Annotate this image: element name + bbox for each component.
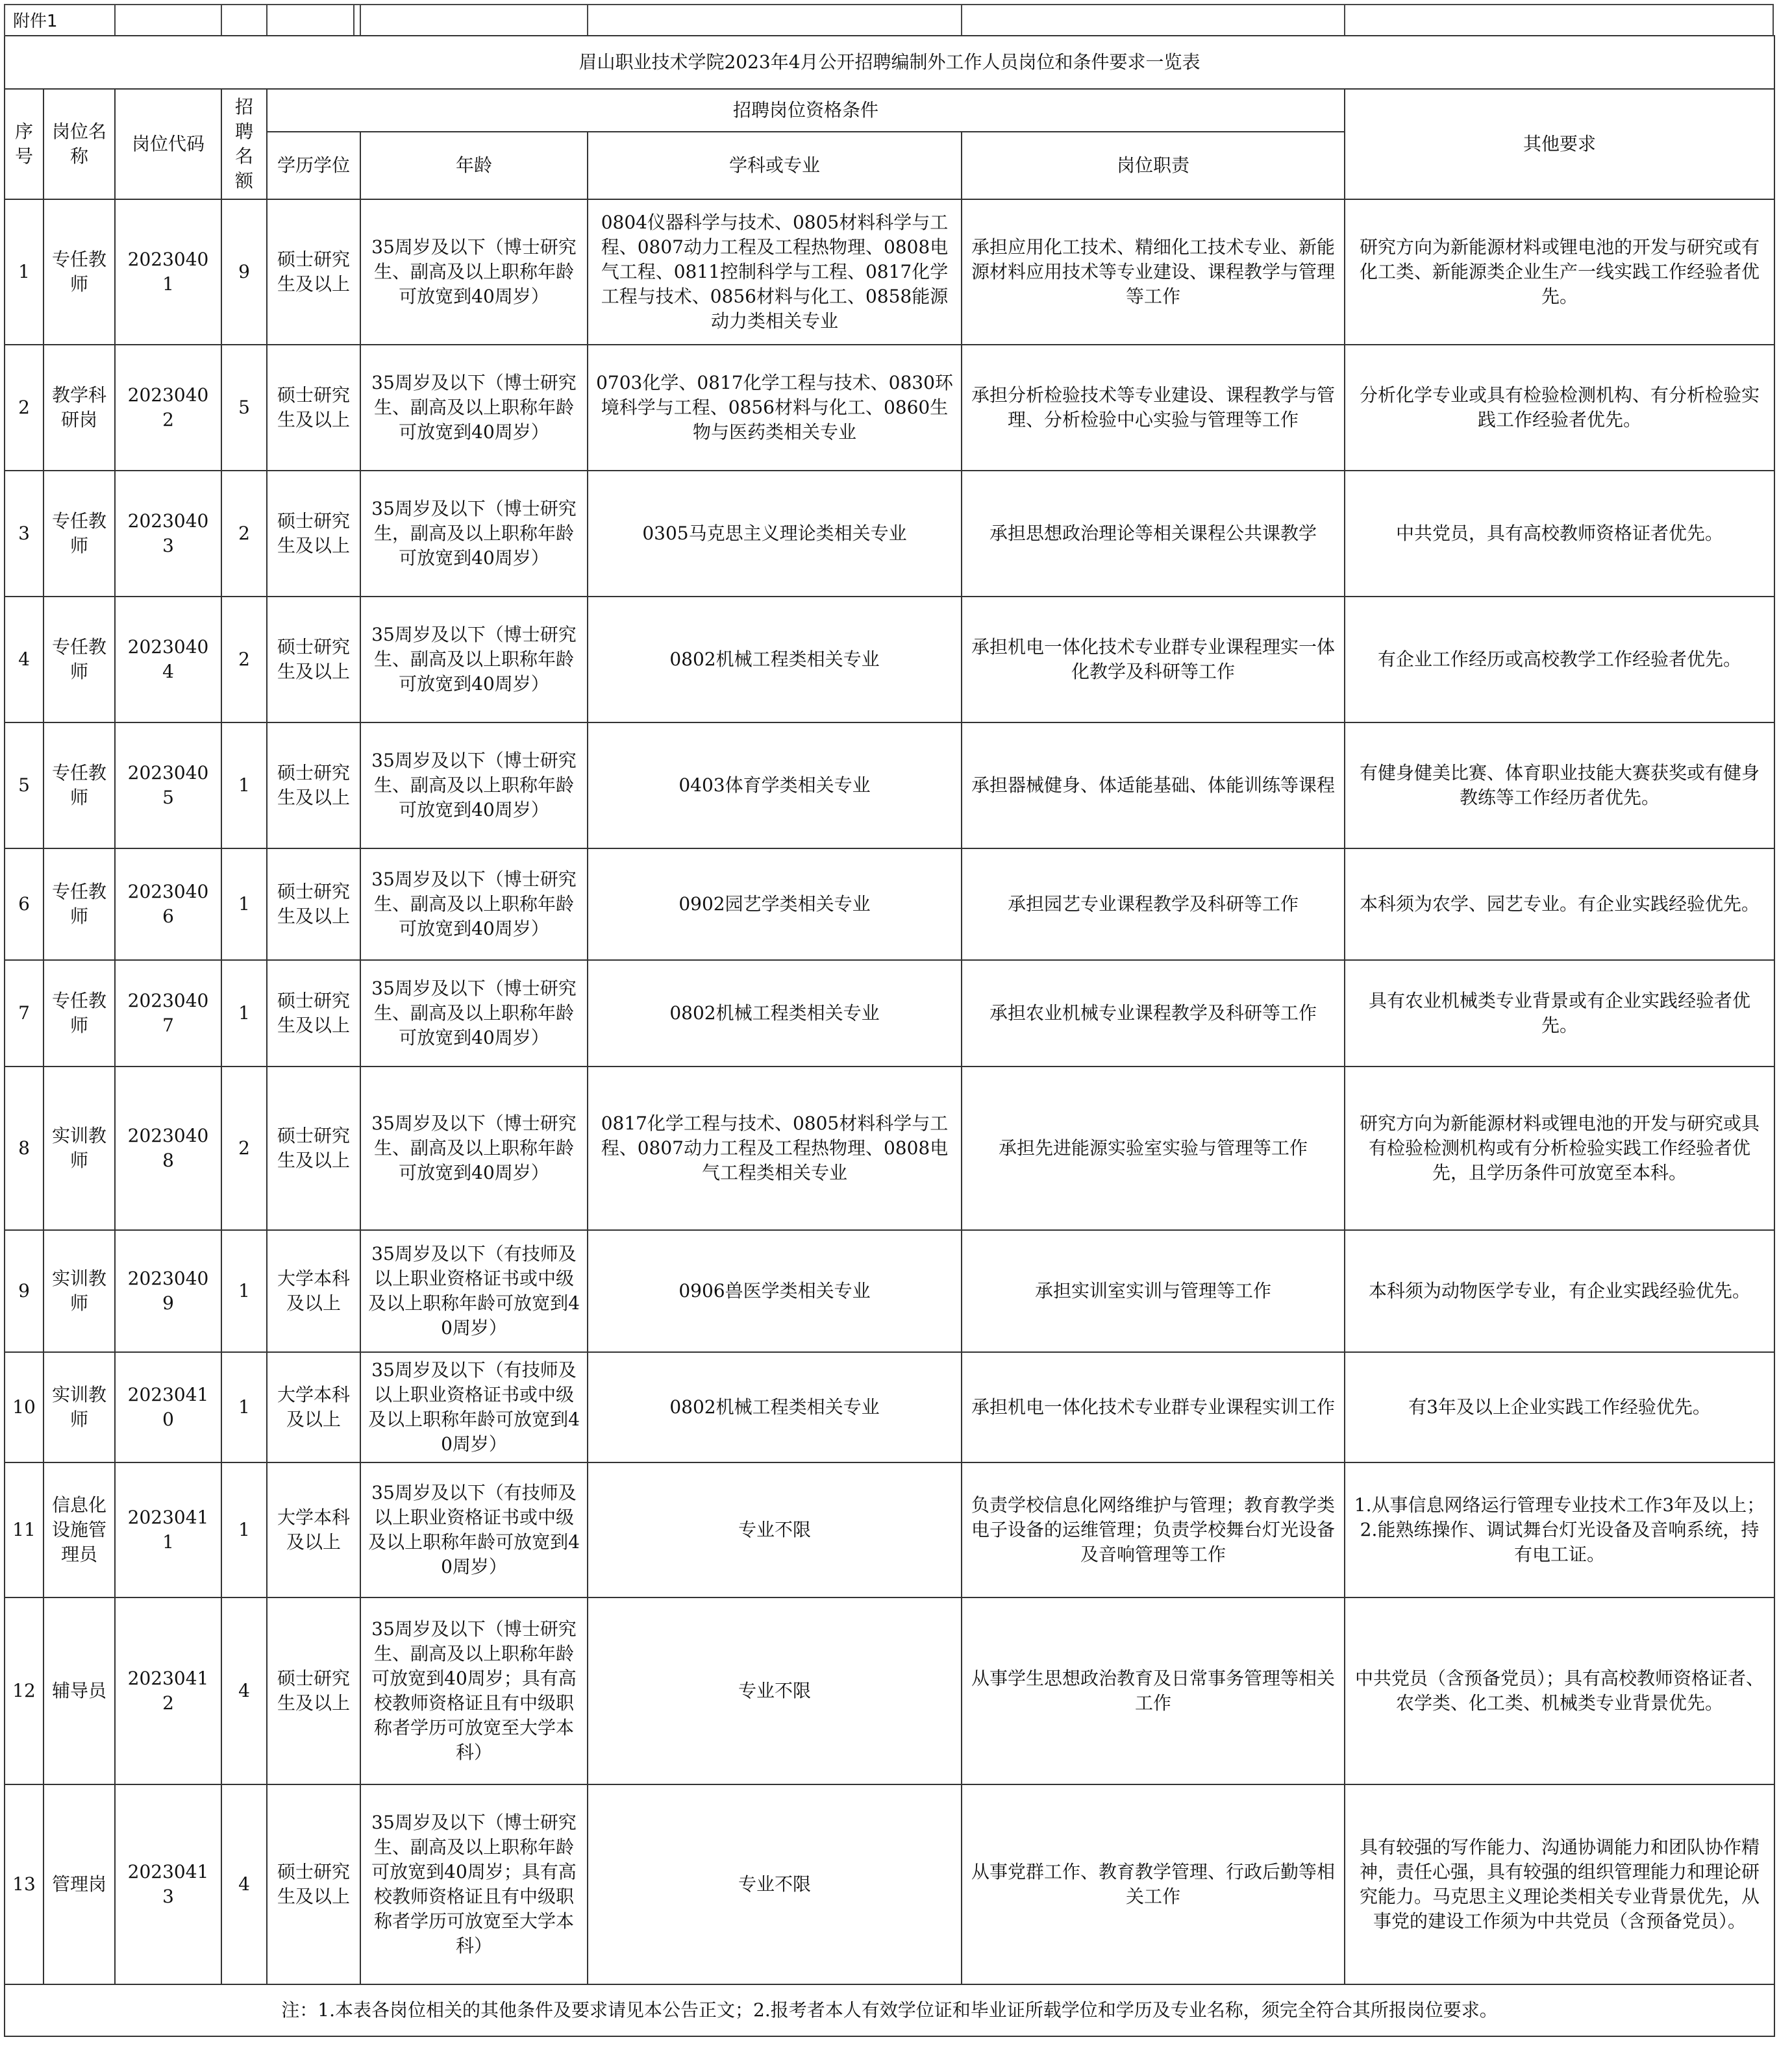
note-row xyxy=(5,1984,1774,2036)
row-post-name: 实训教师 xyxy=(44,1352,115,1462)
row-other: 中共党员（含预备党员）；具有高校教师资格证者、农学类、化工类、机械类专业背景优先。 xyxy=(1345,1597,1774,1784)
row-age: 35周岁及以下（博士研究生、副高及以上职称年龄可放宽到40周岁；具有高校教师资格证且有中级职称者学历可放宽至大学本科） xyxy=(360,1597,588,1784)
row-major: 0802机械工程类相关专业 xyxy=(588,597,962,722)
row-other: 中共党员，具有高校教师资格证者优先。 xyxy=(1345,471,1774,597)
row-quota: 2 xyxy=(221,597,267,722)
row-other: 有企业工作经历或高校教学工作经验者优先。 xyxy=(1345,597,1774,722)
row-duty: 承担实训室实训与管理等工作 xyxy=(962,1230,1345,1352)
row-major: 0906兽医学类相关专业 xyxy=(588,1230,962,1352)
row-other: 1.从事信息网络运行管理专业技术工作3年及以上；2.能熟练操作、调试舞台灯光设备及音响系统，持有电工证。 xyxy=(1345,1462,1774,1597)
row-post-name: 管理岗 xyxy=(44,1784,115,1984)
row-post-name: 专任教师 xyxy=(44,597,115,722)
row-quota: 1 xyxy=(221,722,267,848)
header-duty: 岗位职责 xyxy=(962,132,1345,199)
table-row xyxy=(5,471,1774,597)
row-duty: 承担园艺专业课程教学及科研等工作 xyxy=(962,848,1345,960)
row-other: 有3年及以上企业实践工作经验优先。 xyxy=(1345,1352,1774,1462)
row-education: 硕士研究生及以上 xyxy=(267,1067,360,1230)
row-post-name: 专任教师 xyxy=(44,960,115,1067)
row-age: 35周岁及以下（博士研究生，副高及以上职称年龄可放宽到40周岁） xyxy=(360,471,588,597)
row-post-code: 20230408 xyxy=(115,1067,221,1230)
row-post-code: 20230402 xyxy=(115,345,221,471)
row-quota: 4 xyxy=(221,1784,267,1984)
row-post-code: 20230409 xyxy=(115,1230,221,1352)
row-duty: 从事学生思想政治教育及日常事务管理等相关工作 xyxy=(962,1597,1345,1784)
row-major: 0804仪器科学与技术、0805材料科学与工程、0807动力工程及工程热物理、0808电气工程、0811控制科学与工程、0817化学工程与技术、0856材料与化工、0858能源动力类相关专业 xyxy=(588,199,962,345)
row-other: 具有农业机械类专业背景或有企业实践经验者优先。 xyxy=(1345,960,1774,1067)
row-post-code: 20230401 xyxy=(115,199,221,345)
row-post-code: 20230410 xyxy=(115,1352,221,1462)
table-row xyxy=(5,199,1774,345)
row-major: 0802机械工程类相关专业 xyxy=(588,1352,962,1462)
row-seq: 8 xyxy=(5,1067,44,1230)
row-education: 硕士研究生及以上 xyxy=(267,1597,360,1784)
header-post-name: 岗位名称 xyxy=(44,89,115,199)
row-quota: 4 xyxy=(221,1597,267,1784)
row-seq: 1 xyxy=(5,199,44,345)
table-row xyxy=(5,1597,1774,1784)
header-education: 学历学位 xyxy=(267,132,360,199)
table-row xyxy=(5,1784,1774,1984)
table-row xyxy=(5,722,1774,848)
row-age: 35周岁及以下（博士研究生、副高及以上职称年龄可放宽到40周岁） xyxy=(360,960,588,1067)
page-title: 眉山职业技术学院2023年4月公开招聘编制外工作人员岗位和条件要求一览表 xyxy=(5,36,1774,89)
row-seq: 6 xyxy=(5,848,44,960)
row-other: 有健身健美比赛、体育职业技能大赛获奖或有健身教练等工作经历者优先。 xyxy=(1345,722,1774,848)
header-age: 年龄 xyxy=(360,132,588,199)
row-duty: 承担思想政治理论等相关课程公共课教学 xyxy=(962,471,1345,597)
row-post-code: 20230411 xyxy=(115,1462,221,1597)
row-post-code: 20230405 xyxy=(115,722,221,848)
row-education: 硕士研究生及以上 xyxy=(267,471,360,597)
row-other: 研究方向为新能源材料或锂电池的开发与研究或有化工类、新能源类企业生产一线实践工作经验者优先。 xyxy=(1345,199,1774,345)
row-major: 专业不限 xyxy=(588,1597,962,1784)
row-post-name: 实训教师 xyxy=(44,1230,115,1352)
row-quota: 1 xyxy=(221,848,267,960)
row-post-name: 实训教师 xyxy=(44,1067,115,1230)
row-age: 35周岁及以下（有技师及以上职业资格证书或中级及以上职称年龄可放宽到40周岁） xyxy=(360,1230,588,1352)
row-duty: 承担先进能源实验室实验与管理等工作 xyxy=(962,1067,1345,1230)
row-education: 硕士研究生及以上 xyxy=(267,960,360,1067)
row-education: 大学本科及以上 xyxy=(267,1352,360,1462)
row-post-code: 20230412 xyxy=(115,1597,221,1784)
row-education: 硕士研究生及以上 xyxy=(267,722,360,848)
row-duty: 承担应用化工技术、精细化工技术专业、新能源材料应用技术等专业建设、课程教学与管理等工作 xyxy=(962,199,1345,345)
row-other: 研究方向为新能源材料或锂电池的开发与研究或具有检验检测机构或有分析检验实践工作经验者优先，且学历条件可放宽至本科。 xyxy=(1345,1067,1774,1230)
row-major: 专业不限 xyxy=(588,1462,962,1597)
row-post-name: 专任教师 xyxy=(44,471,115,597)
header-major: 学科或专业 xyxy=(588,132,962,199)
note-text: 注：1.本表各岗位相关的其他条件及要求请见本公告正文；2.报考者本人有效学位证和毕业证所载学位和学历及专业名称，须完全符合其所报岗位要求。 xyxy=(5,1984,1774,2036)
row-duty: 承担农业机械专业课程教学及科研等工作 xyxy=(962,960,1345,1067)
row-post-code: 20230403 xyxy=(115,471,221,597)
attachment-label: 附件1 xyxy=(13,12,58,31)
row-duty: 承担机电一体化技术专业群专业课程实训工作 xyxy=(962,1352,1345,1462)
header-seq: 序号 xyxy=(5,89,44,199)
row-major: 0305马克思主义理论类相关专业 xyxy=(588,471,962,597)
row-age: 35周岁及以下（博士研究生、副高及以上职称年龄可放宽到40周岁；具有高校教师资格证且有中级职称者学历可放宽至大学本科） xyxy=(360,1784,588,1984)
row-age: 35周岁及以下（博士研究生、副高及以上职称年龄可放宽到40周岁） xyxy=(360,597,588,722)
row-seq: 4 xyxy=(5,597,44,722)
header-other: 其他要求 xyxy=(1345,89,1774,199)
row-seq: 11 xyxy=(5,1462,44,1597)
row-major: 0817化学工程与技术、0805材料科学与工程、0807动力工程及工程热物理、0808电气工程类相关专业 xyxy=(588,1067,962,1230)
row-education: 硕士研究生及以上 xyxy=(267,345,360,471)
table-row xyxy=(5,597,1774,722)
row-duty: 负责学校信息化网络维护与管理；教育教学类电子设备的运维管理；负责学校舞台灯光设备及音响管理等工作 xyxy=(962,1462,1345,1597)
title-row xyxy=(5,36,1774,89)
row-education: 硕士研究生及以上 xyxy=(267,848,360,960)
row-education: 大学本科及以上 xyxy=(267,1230,360,1352)
row-seq: 7 xyxy=(5,960,44,1067)
top-strip xyxy=(4,4,1774,35)
row-post-name: 信息化设施管理员 xyxy=(44,1462,115,1597)
row-major: 0802机械工程类相关专业 xyxy=(588,960,962,1067)
row-post-code: 20230404 xyxy=(115,597,221,722)
table-row xyxy=(5,1230,1774,1352)
header-post-code: 岗位代码 xyxy=(115,89,221,199)
row-post-code: 20230413 xyxy=(115,1784,221,1984)
row-age: 35周岁及以下（有技师及以上职业资格证书或中级及以上职称年龄可放宽到40周岁） xyxy=(360,1352,588,1462)
row-post-name: 专任教师 xyxy=(44,722,115,848)
row-major: 专业不限 xyxy=(588,1784,962,1984)
row-education: 硕士研究生及以上 xyxy=(267,597,360,722)
table-row xyxy=(5,345,1774,471)
row-other: 本科须为农学、园艺专业。有企业实践经验优先。 xyxy=(1345,848,1774,960)
row-other: 本科须为动物医学专业，有企业实践经验优先。 xyxy=(1345,1230,1774,1352)
row-education: 大学本科及以上 xyxy=(267,1462,360,1597)
row-post-name: 教学科研岗 xyxy=(44,345,115,471)
row-seq: 9 xyxy=(5,1230,44,1352)
row-quota: 9 xyxy=(221,199,267,345)
table-row xyxy=(5,1067,1774,1230)
table-row xyxy=(5,1352,1774,1462)
row-age: 35周岁及以下（有技师及以上职业资格证书或中级及以上职称年龄可放宽到40周岁） xyxy=(360,1462,588,1597)
row-major: 0902园艺学类相关专业 xyxy=(588,848,962,960)
row-post-name: 专任教师 xyxy=(44,848,115,960)
table-row xyxy=(5,1462,1774,1597)
row-seq: 5 xyxy=(5,722,44,848)
row-age: 35周岁及以下（博士研究生、副高及以上职称年龄可放宽到40周岁） xyxy=(360,345,588,471)
table-row xyxy=(5,848,1774,960)
row-age: 35周岁及以下（博士研究生、副高及以上职称年龄可放宽到40周岁） xyxy=(360,722,588,848)
row-seq: 3 xyxy=(5,471,44,597)
row-education: 硕士研究生及以上 xyxy=(267,199,360,345)
row-seq: 2 xyxy=(5,345,44,471)
row-major: 0403体育学类相关专业 xyxy=(588,722,962,848)
row-education: 硕士研究生及以上 xyxy=(267,1784,360,1984)
header-quota: 招聘名额 xyxy=(221,89,267,199)
row-major: 0703化学、0817化学工程与技术、0830环境科学与工程、0856材料与化工、0860生物与医药类相关专业 xyxy=(588,345,962,471)
recruitment-table xyxy=(4,35,1775,2037)
row-duty: 承担器械健身、体适能基础、体能训练等课程 xyxy=(962,722,1345,848)
row-other: 分析化学专业或具有检验检测机构、有分析检验实践工作经验者优先。 xyxy=(1345,345,1774,471)
row-seq: 10 xyxy=(5,1352,44,1462)
row-duty: 承担分析检验技术等专业建设、课程教学与管理、分析检验中心实验与管理等工作 xyxy=(962,345,1345,471)
row-seq: 12 xyxy=(5,1597,44,1784)
header-row-1 xyxy=(5,89,1774,132)
row-quota: 1 xyxy=(221,1230,267,1352)
row-post-code: 20230406 xyxy=(115,848,221,960)
row-post-code: 20230407 xyxy=(115,960,221,1067)
row-post-name: 辅导员 xyxy=(44,1597,115,1784)
row-quota: 2 xyxy=(221,471,267,597)
row-quota: 1 xyxy=(221,960,267,1067)
row-quota: 2 xyxy=(221,1067,267,1230)
header-qualification-group: 招聘岗位资格条件 xyxy=(267,89,1345,132)
recruitment-sheet xyxy=(4,4,1774,2037)
row-age: 35周岁及以下（博士研究生、副高及以上职称年龄可放宽到40周岁） xyxy=(360,199,588,345)
row-duty: 从事党群工作、教育教学管理、行政后勤等相关工作 xyxy=(962,1784,1345,1984)
row-quota: 1 xyxy=(221,1352,267,1462)
row-age: 35周岁及以下（博士研究生、副高及以上职称年龄可放宽到40周岁） xyxy=(360,848,588,960)
row-seq: 13 xyxy=(5,1784,44,1984)
row-duty: 承担机电一体化技术专业群专业课程理实一体化教学及科研等工作 xyxy=(962,597,1345,722)
row-other: 具有较强的写作能力、沟通协调能力和团队协作精神，责任心强，具有较强的组织管理能力和理论研究能力。马克思主义理论类相关专业背景优先，从事党的建设工作须为中共党员（含预备党员）。 xyxy=(1345,1784,1774,1984)
row-quota: 5 xyxy=(221,345,267,471)
table-row xyxy=(5,960,1774,1067)
row-age: 35周岁及以下（博士研究生、副高及以上职称年龄可放宽到40周岁） xyxy=(360,1067,588,1230)
row-quota: 1 xyxy=(221,1462,267,1597)
row-post-name: 专任教师 xyxy=(44,199,115,345)
